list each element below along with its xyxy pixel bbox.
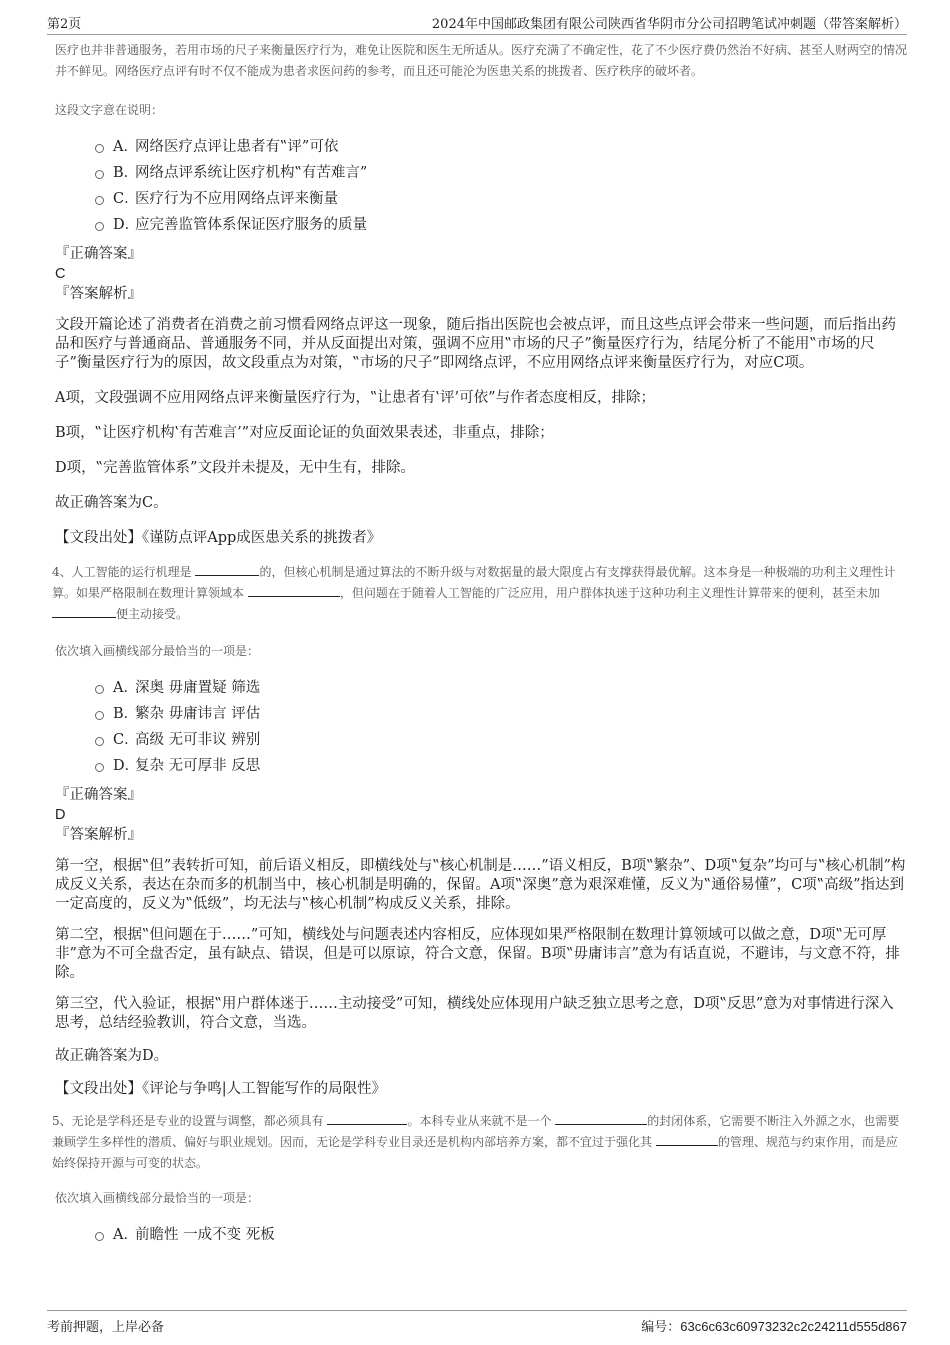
blank-2 — [555, 1112, 647, 1125]
q4-option-a[interactable] — [95, 673, 907, 699]
q3-analysis-label: 『答案解析』 — [55, 286, 142, 302]
option-text: 繁杂 毋庸讳言 评估 — [135, 705, 261, 722]
q4-options — [95, 673, 907, 777]
radio-icon[interactable] — [95, 711, 104, 720]
radio-icon[interactable] — [95, 1232, 104, 1241]
option-letter: C． — [113, 190, 139, 207]
q3-source: 【文段出处】《谨防点评App成医患关系的挑拨者》 — [55, 530, 382, 546]
option-text: 应完善监管体系保证医疗服务的质量 — [135, 216, 367, 233]
q3-option-b[interactable] — [95, 158, 907, 184]
q3-stem: 这段文字意在说明： — [55, 103, 164, 117]
footer-code — [641, 1316, 907, 1335]
option-letter: A． — [113, 679, 138, 696]
q4-text-3: ，但问题在于随着人工智能的广泛应用，用户群体执迷于这种功利主义理性计算带来的便利，甚至未加 — [339, 586, 880, 600]
q3-option-d[interactable] — [95, 210, 907, 236]
option-text: 复杂 无可厚非 反思 — [135, 757, 261, 774]
page-number: 第2页 — [47, 17, 82, 32]
q3-passage: 医疗也并非普通服务，若用市场的尺子来衡量医疗行为，难免让医院和医生无所适从。医疗充满了不确定性，花了不少医疗费仍然治不好病、甚至人财两空的情况并不鲜见。网络医疗点评有时不仅不能成为患者求医问药的参考，而且还可能沦为医患关系的挑拨者、医疗秩序的破坏者。 — [55, 43, 908, 78]
q4-answer-label: 『正确答案』 — [55, 787, 142, 803]
q4-analysis-2: 第二空，根据‟但问题在于……”可知，横线处与问题表述内容相反，应体现如果严格限制在数理计算领域可以做之意，D项‟无可厚非”意为不可全盘否定，虽有缺点、错误，但是可以原谅，符合文意，保留。B项‟毋庸讳言”意为有话直说，不避讳，与文意不符，排除。 — [55, 927, 900, 981]
option-text: 网络医疗点评让患者有‟评”可依 — [135, 138, 339, 155]
option-letter: D． — [113, 216, 140, 233]
q4-text-2: 的，但核心机制是通过算法的不断升级与对数据量的最大限度占有支撑获得最优解。这本身是一种极端的功利主义理性计算。如果严格限制在数理计算领域本 — [52, 565, 896, 600]
option-letter: B． — [113, 705, 139, 722]
option-text: 深奥 毋庸置疑 筛选 — [135, 679, 261, 696]
option-text: 高级 无可非议 辨别 — [135, 731, 261, 748]
radio-icon[interactable] — [95, 196, 104, 205]
option-letter: D． — [113, 757, 140, 774]
q4-source: 【文段出处】《评论与争鸣|人工智能写作的局限性》 — [55, 1081, 387, 1097]
q4-option-b[interactable] — [95, 699, 907, 725]
q3-analysis-5: 故正确答案为C。 — [55, 495, 168, 511]
blank-2 — [248, 584, 340, 597]
q5-option-a[interactable] — [95, 1220, 907, 1246]
blank-1 — [327, 1112, 407, 1125]
q3-answer: C — [55, 266, 66, 282]
q4-option-c[interactable] — [95, 725, 907, 751]
q5-text-3: 的封闭体系，它需要不断注入外源之水，也需要兼顾学生多样性的潜质、偏好与职业规划。因而，无论是学科专业目录还是机构内部培养方案，都不宜过于强化其 — [52, 1114, 900, 1149]
radio-icon[interactable] — [95, 685, 104, 694]
q5-passage — [52, 1111, 907, 1174]
q5-stem: 依次填入画横线部分最恰当的一项是： — [55, 1191, 260, 1205]
blank-1 — [195, 563, 259, 576]
page-content — [52, 40, 908, 1246]
option-letter: A． — [113, 1226, 138, 1243]
q5-text-4: 的管理、规范与约束作用，而是应始终保持开源与可变的状态。 — [52, 1135, 898, 1170]
blank-3 — [52, 605, 116, 618]
q3-analysis-4: D项，‟完善监管体系”文段并未提及，无中生有，排除。 — [55, 460, 415, 476]
radio-icon[interactable] — [95, 170, 104, 179]
q4-text-1: 4、人工智能的运行机理是 — [52, 565, 196, 579]
q4-answer: D — [55, 807, 66, 823]
code-label: 编号： — [641, 1320, 681, 1335]
q5-text-2: 。本科专业从来就不是一个 — [407, 1114, 556, 1128]
q4-analysis-4: 故正确答案为D。 — [55, 1048, 169, 1064]
q5-text-1: 5、无论是学科还是专业的设置与调整，都必须具有 — [52, 1114, 328, 1128]
option-letter: A． — [113, 138, 138, 155]
option-text: 前瞻性 一成不变 死板 — [135, 1226, 275, 1243]
document-title: 2024年中国邮政集团有限公司陕西省华阴市分公司招聘笔试冲刺题（带答案解析） — [431, 17, 907, 32]
q3-analysis-1: 文段开篇论述了消费者在消费之前习惯看网络点评这一现象，随后指出医院也会被点评，而且这些点评会带来一些问题，而后指出药品和医疗与普通商品、普通服务不同，并从反面提出对策，强调不应用‟市场的尺子”衡量医疗行为，结尾分析了不能用‟市场的尺子”衡量医疗行为的原因，故文段重点为对策，‟市场的尺子”即网络点评，不应用网络点评来衡量医疗行为，对应C项。 — [55, 317, 896, 371]
radio-icon[interactable] — [95, 763, 104, 772]
q4-passage — [52, 562, 907, 625]
q4-stem: 依次填入画横线部分最恰当的一项是： — [55, 644, 260, 658]
q4-analysis-label: 『答案解析』 — [55, 827, 142, 843]
blank-3 — [656, 1133, 718, 1146]
radio-icon[interactable] — [95, 737, 104, 746]
option-letter: C． — [113, 731, 139, 748]
page-footer — [47, 1310, 907, 1335]
footer-slogan: 考前押题，上岸必备 — [47, 1320, 165, 1335]
code-value: 63c6c63c60973232c2c24211d555d867 — [680, 1319, 907, 1334]
option-letter: B． — [113, 164, 139, 181]
q3-answer-label: 『正确答案』 — [55, 246, 142, 262]
q4-analysis-1: 第一空，根据‟但”表转折可知，前后语义相反，即横线处与‟核心机制是……”语义相反，B项‟繁杂”、D项‟复杂”均可与‟核心机制”构成反义关系，表达在杂而多的机制当中，核心机制是明确的，保留。A项‟深奥”意为艰深难懂，反义为‟通俗易懂”，C项‟高级”指达到一定高度的，反义为‟低级”，均无法与‟核心机制”构成反义关系，排除。 — [55, 858, 906, 912]
q4-option-d[interactable] — [95, 751, 907, 777]
option-text: 医疗行为不应用网络点评来衡量 — [135, 190, 338, 207]
option-text: 网络点评系统让医疗机构‟有苦难言” — [135, 164, 368, 181]
q3-option-c[interactable] — [95, 184, 907, 210]
radio-icon[interactable] — [95, 144, 104, 153]
q3-option-a[interactable] — [95, 132, 907, 158]
q3-analysis-3: B项，‟让医疗机构‛有苦难言’”对应反面论证的负面效果表述，非重点，排除； — [55, 425, 554, 441]
q3-options — [95, 132, 907, 236]
q5-options — [95, 1220, 907, 1246]
q4-analysis-3: 第三空，代入验证，根据‟用户群体迷于……主动接受”可知，横线处应体现用户缺乏独立思考之意，D项‟反思”意为对事情进行深入思考，总结经验教训，符合文意，当选。 — [55, 996, 894, 1031]
q3-analysis-2: A项，文段强调不应用网络点评来衡量医疗行为，‟让患者有‛评’可依”与作者态度相反，排除； — [55, 390, 656, 406]
radio-icon[interactable] — [95, 222, 104, 231]
page-header — [47, 12, 907, 35]
q4-text-4: 便主动接受。 — [116, 607, 189, 621]
